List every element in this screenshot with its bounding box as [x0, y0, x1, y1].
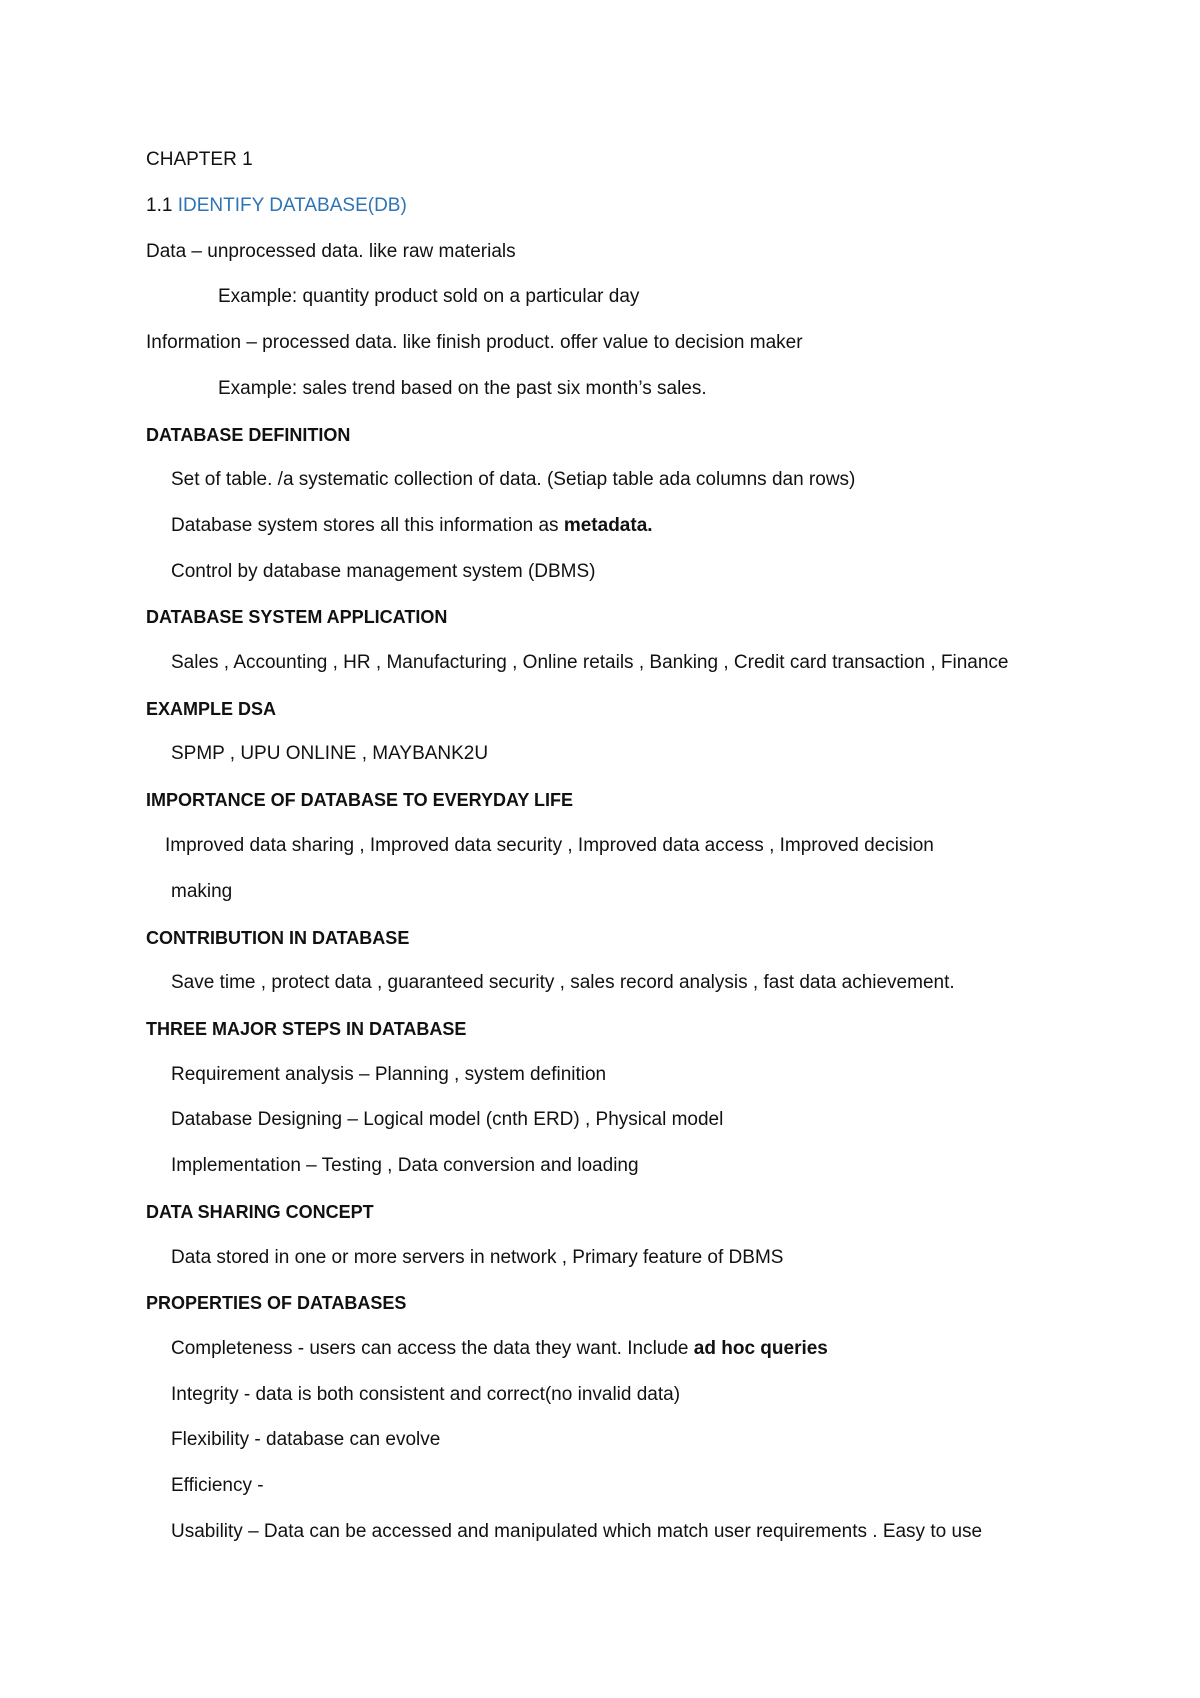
information-definition: Information – processed data. like finish product. offer value to decision maker: [146, 332, 803, 353]
metadata-term: metadata.: [563, 515, 653, 536]
information-example: Example: sales trend based on the past six month’s sales.: [218, 378, 707, 399]
sharing-line: Data stored in one or more servers in network , Primary feature of DBMS: [171, 1247, 784, 1268]
data-definition: Data – unprocessed data. like raw materials: [146, 241, 516, 262]
importance-heading: IMPORTANCE OF DATABASE TO EVERYDAY LIFE: [146, 790, 574, 810]
properties-heading: PROPERTIES OF DATABASES: [146, 1293, 407, 1313]
dsa-line: Sales , Accounting , HR , Manufacturing , Online retails , Banking , Credit card transaction , Finance: [171, 652, 1009, 673]
example-dsa-heading: EXAMPLE DSA: [146, 699, 277, 719]
contribution-heading: CONTRIBUTION IN DATABASE: [146, 928, 410, 948]
property-efficiency: Efficiency -: [171, 1475, 264, 1496]
importance-line-2: making: [171, 881, 233, 902]
dsa-heading: DATABASE SYSTEM APPLICATION: [146, 607, 448, 627]
db-definition-line-3: Control by database management system (DBMS): [171, 561, 596, 582]
steps-heading: THREE MAJOR STEPS IN DATABASE: [146, 1019, 467, 1039]
section-heading: [146, 194, 407, 218]
sharing-heading: DATA SHARING CONCEPT: [146, 1202, 374, 1222]
db-definition-line-2-text: Database system stores all this information as: [171, 515, 564, 536]
contribution-line: Save time , protect data , guaranteed security , sales record analysis , fast data achievement.: [171, 972, 955, 993]
chapter-title: CHAPTER 1: [146, 149, 253, 170]
property-flexibility: Flexibility - database can evolve: [171, 1429, 441, 1450]
completeness-text: Completeness - users can access the data they want. Include: [171, 1338, 694, 1359]
importance-line-1: Improved data sharing , Improved data security , Improved data access , Improved decision: [165, 835, 934, 856]
db-definition-heading: DATABASE DEFINITION: [146, 425, 351, 445]
db-definition-line-2: [171, 514, 653, 538]
property-integrity: Integrity - data is both consistent and correct(no invalid data): [171, 1384, 681, 1405]
steps-line-2: Database Designing – Logical model (cnth ERD) , Physical model: [171, 1109, 724, 1130]
example-dsa-line: SPMP , UPU ONLINE , MAYBANK2U: [171, 743, 489, 764]
section-title: IDENTIFY DATABASE(DB): [177, 195, 407, 216]
steps-line-3: Implementation – Testing , Data conversion and loading: [171, 1155, 639, 1176]
db-definition-line-1: Set of table. /a systematic collection of data. (Setiap table ada columns dan rows): [171, 469, 856, 490]
property-usability: Usability – Data can be accessed and manipulated which match user requirements . Easy to use: [171, 1521, 983, 1542]
ad-hoc-queries-term: ad hoc queries: [693, 1338, 828, 1359]
section-number: 1.1: [146, 195, 173, 216]
steps-line-1: Requirement analysis – Planning , system definition: [171, 1064, 607, 1085]
property-completeness: [171, 1337, 828, 1361]
data-example: Example: quantity product sold on a particular day: [218, 286, 640, 307]
